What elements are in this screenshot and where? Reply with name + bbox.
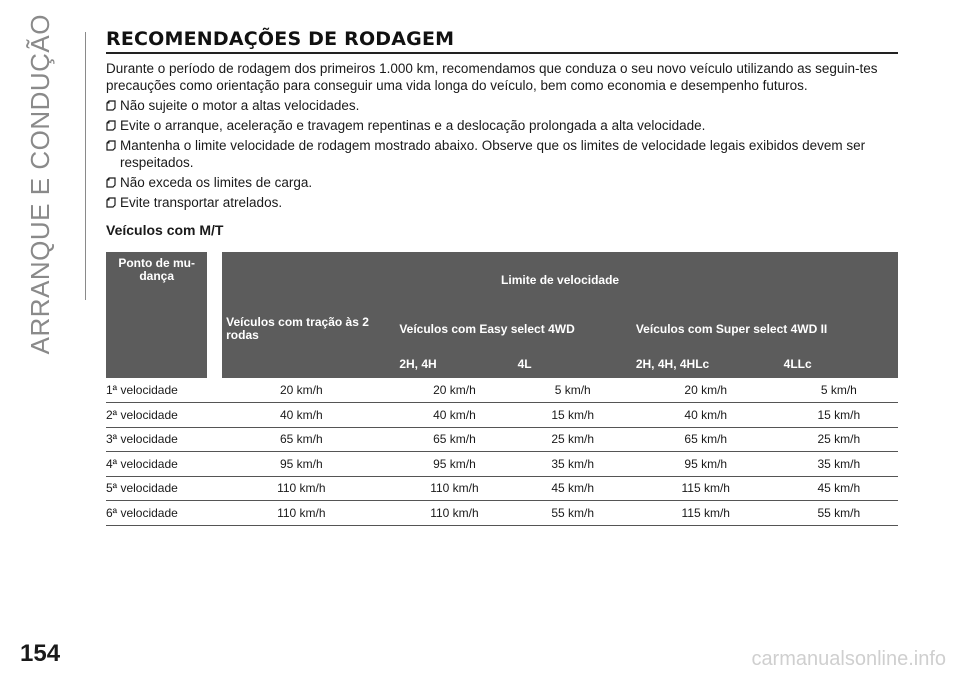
section-title: RECOMENDAÇÕES DE RODAGEM bbox=[106, 28, 898, 54]
header-gap bbox=[207, 350, 222, 378]
list-item bbox=[106, 194, 898, 211]
speed-cell: 110 km/h bbox=[395, 476, 513, 501]
box-bullet-icon bbox=[106, 100, 116, 111]
speed-cell: 40 km/h bbox=[207, 403, 395, 428]
gear-cell: 3ª velocidade bbox=[106, 427, 207, 452]
header-gap bbox=[207, 252, 222, 308]
speed-cell: 95 km/h bbox=[207, 452, 395, 477]
speed-cell: 65 km/h bbox=[395, 427, 513, 452]
header-gear-point: Ponto de mu-dança bbox=[106, 252, 207, 308]
table-row bbox=[106, 476, 898, 501]
speed-cell: 5 km/h bbox=[514, 378, 632, 403]
speed-cell: 20 km/h bbox=[632, 378, 780, 403]
speed-cell: 35 km/h bbox=[780, 452, 898, 477]
gear-cell: 1ª velocidade bbox=[106, 378, 207, 403]
speed-cell: 55 km/h bbox=[514, 501, 632, 526]
speed-cell: 65 km/h bbox=[632, 427, 780, 452]
break-in-speed-table bbox=[106, 252, 898, 526]
table-row bbox=[106, 378, 898, 403]
speed-cell: 20 km/h bbox=[395, 378, 513, 403]
speed-cell: 110 km/h bbox=[207, 501, 395, 526]
speed-cell: 45 km/h bbox=[780, 476, 898, 501]
list-item bbox=[106, 174, 898, 191]
table-row bbox=[106, 403, 898, 428]
list-item bbox=[106, 117, 898, 134]
list-item bbox=[106, 97, 898, 114]
gear-cell: 2ª velocidade bbox=[106, 403, 207, 428]
header-speed-limit: Limite de velocidade bbox=[222, 252, 898, 308]
gear-cell: 5ª velocidade bbox=[106, 476, 207, 501]
gear-cell: 4ª velocidade bbox=[106, 452, 207, 477]
header-easy-4l: 4L bbox=[514, 350, 632, 378]
box-bullet-icon bbox=[106, 120, 116, 131]
header-super-2h4h4hlc: 2H, 4H, 4HLc bbox=[632, 350, 780, 378]
speed-cell: 5 km/h bbox=[780, 378, 898, 403]
table-row bbox=[106, 427, 898, 452]
list-item-text: Evite o arranque, aceleração e travagem repentinas e a deslocação prolongada a alta velocidade. bbox=[120, 118, 706, 133]
speed-cell: 65 km/h bbox=[207, 427, 395, 452]
speed-cell: 40 km/h bbox=[395, 403, 513, 428]
speed-cell: 95 km/h bbox=[395, 452, 513, 477]
intro-paragraph: Durante o período de rodagem dos primeiros 1.000 km, recomendamos que conduza o seu novo veículo utilizando as seguin-tes precauções como orientação para conseguir uma vida longa do veículo, bem como economia e desempenho futuros. bbox=[106, 61, 878, 93]
header-super-4llc: 4LLc bbox=[780, 350, 898, 378]
table-subheading: Veículos com M/T bbox=[106, 222, 224, 238]
page-content bbox=[106, 28, 898, 526]
table-body bbox=[106, 378, 898, 525]
list-item-text: Evite transportar atrelados. bbox=[120, 195, 283, 210]
speed-cell: 15 km/h bbox=[514, 403, 632, 428]
side-divider bbox=[85, 32, 86, 300]
box-bullet-icon bbox=[106, 140, 116, 151]
header-blank bbox=[106, 308, 207, 350]
speed-cell: 20 km/h bbox=[207, 378, 395, 403]
speed-cell: 95 km/h bbox=[632, 452, 780, 477]
header-super-select: Veículos com Super select 4WD II bbox=[632, 308, 898, 350]
speed-cell: 115 km/h bbox=[632, 476, 780, 501]
speed-cell: 110 km/h bbox=[395, 501, 513, 526]
table-row bbox=[106, 501, 898, 526]
header-blank bbox=[222, 350, 395, 378]
table-row bbox=[106, 452, 898, 477]
header-blank bbox=[106, 350, 207, 378]
speed-cell: 55 km/h bbox=[780, 501, 898, 526]
speed-cell: 45 km/h bbox=[514, 476, 632, 501]
speed-cell: 25 km/h bbox=[780, 427, 898, 452]
list-item-text: Não exceda os limites de carga. bbox=[120, 175, 313, 190]
section-side-label-text: ARRANQUE E CONDUÇÃO bbox=[24, 14, 55, 355]
list-item-text: Mantenha o limite velocidade de rodagem mostrado abaixo. Observe que os limites de velocidade legais exibidos devem ser respeitados. bbox=[120, 138, 866, 170]
header-easy-2h4h: 2H, 4H bbox=[395, 350, 513, 378]
box-bullet-icon bbox=[106, 177, 116, 188]
list-item bbox=[106, 137, 898, 171]
section-side-label bbox=[18, 14, 62, 355]
header-2wd: Veículos com tração às 2 rodas bbox=[222, 308, 395, 350]
speed-cell: 25 km/h bbox=[514, 427, 632, 452]
page-number: 154 bbox=[20, 640, 61, 667]
speed-cell: 35 km/h bbox=[514, 452, 632, 477]
speed-cell: 15 km/h bbox=[780, 403, 898, 428]
gear-cell: 6ª velocidade bbox=[106, 501, 207, 526]
watermark: carmanualsonline.info bbox=[751, 648, 946, 670]
recommendation-list bbox=[106, 97, 898, 211]
list-item-text: Não sujeite o motor a altas velocidades. bbox=[120, 98, 360, 113]
header-gap bbox=[207, 308, 222, 350]
speed-cell: 110 km/h bbox=[207, 476, 395, 501]
header-easy-select: Veículos com Easy select 4WD bbox=[395, 308, 632, 350]
speed-cell: 40 km/h bbox=[632, 403, 780, 428]
speed-cell: 115 km/h bbox=[632, 501, 780, 526]
box-bullet-icon bbox=[106, 197, 116, 208]
